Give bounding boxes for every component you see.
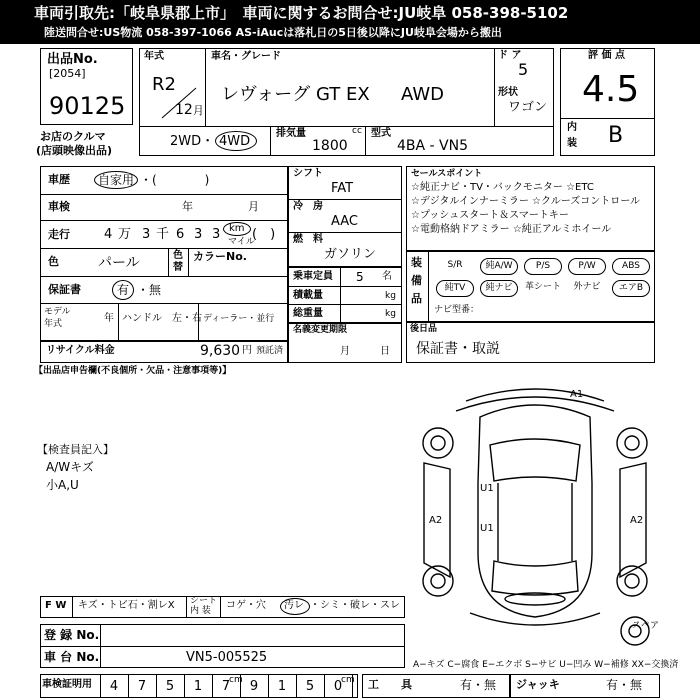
interior-label1: 内 <box>567 122 577 133</box>
spare-label: スペア <box>632 621 660 631</box>
equipment-item: 純ナビ <box>480 280 518 297</box>
load-label: 積載量 <box>293 290 323 301</box>
fw-text3: ・シミ・破レ・スレ <box>310 600 400 611</box>
recycle-value: 9,630 <box>200 343 241 359</box>
mileage-digit: 3 <box>212 227 221 242</box>
damage-u1-b: U1 <box>480 523 494 534</box>
certificate-divider <box>296 674 297 698</box>
cancel-month: 月 <box>340 346 350 357</box>
equipment-item: エアB <box>612 280 650 297</box>
shift-value: FAT <box>331 181 354 196</box>
fw-label: F W <box>45 600 67 611</box>
shape-value: ワゴン <box>508 100 548 115</box>
recycle-unit: 円 <box>242 345 252 356</box>
header-line2: 陸送問合せ:US物流 058-397-1066 AS-iAucは落札日の5日後以降にJU岐阜会場から搬出 <box>44 26 502 39</box>
mileage-unit2: マイル <box>228 237 255 247</box>
recycle-label: リサイクル料金 <box>46 345 115 356</box>
handle-option: ハンドル 左・右 <box>122 313 202 324</box>
inspector-line1: A/Wキズ <box>46 460 94 474</box>
interior-label2: 装 <box>567 138 577 149</box>
damage-u1-a: U1 <box>480 483 494 494</box>
certificate-cell: 1 <box>193 679 203 694</box>
certificate-divider <box>268 674 269 698</box>
modelyear-y: 年 <box>104 313 114 324</box>
inspection-year: 年 <box>182 200 193 213</box>
sales-point-3: ☆プッシュスタート＆スマートキー <box>411 210 569 221</box>
lot-note1: お店のクルマ <box>40 130 106 143</box>
score-value: 4.5 <box>582 69 640 110</box>
certificate-label: 車検証明用 <box>42 679 92 690</box>
seller-note-label: 【出品店申告欄(不良個所・欠品・注意事項等)】 <box>34 366 232 376</box>
lot-note2: (店頭映像出品) <box>36 144 113 157</box>
warranty-yes: 有 <box>117 283 130 297</box>
mileage-unit: km <box>229 223 245 234</box>
color-change2: 替 <box>173 262 183 273</box>
jack-options: 有・無 <box>606 678 643 692</box>
drive-selected: 4WD <box>219 134 251 149</box>
modelyear-label: モデル <box>44 307 71 317</box>
interior-value: B <box>608 123 624 148</box>
mileage-digit: 千 <box>156 227 170 242</box>
damage-a2-left: A2 <box>429 515 443 526</box>
certificate-divider <box>212 674 213 698</box>
cancel-day: 日 <box>380 346 390 357</box>
lot-box <box>40 48 133 125</box>
car-name: レヴォーグ GT EX <box>221 84 370 105</box>
certificate-cell: 7 <box>221 679 231 694</box>
chassis-value: VN5-005525 <box>186 650 268 665</box>
fw-text1: キズ・トビ石・割レX <box>78 600 175 611</box>
certificate-cell: 7 <box>137 679 147 694</box>
equipment-label-1: 装 <box>411 256 422 269</box>
jack-label: ジャッキ <box>516 678 560 691</box>
inspector-line2: 小A,U <box>46 478 79 492</box>
sales-point-2: ☆デジタルインナーミラー ☆クルーズコントロール <box>411 196 641 207</box>
certificate-cell: 9 <box>249 679 259 694</box>
tools-label: 工 具 <box>368 678 412 691</box>
tools-options: 有・無 <box>460 678 497 692</box>
mileage-digit: 万 <box>118 227 132 242</box>
car-label: 車名・グレード <box>211 51 281 62</box>
lot-code: [2054] <box>49 67 86 80</box>
drive-options: 2WD・ <box>170 134 215 149</box>
equipment-item: 外ナビ <box>573 282 601 292</box>
navi-model-label: ナビ型番： <box>434 305 480 315</box>
sales-point-label: セールスポイント <box>411 169 483 179</box>
score-label: 評 価 点 <box>588 50 625 61</box>
equipment-item: P/S <box>524 258 562 275</box>
door-value: 5 <box>518 60 529 79</box>
car-drive: AWD <box>401 84 444 105</box>
certificate-divider <box>156 674 157 698</box>
year-month: 12月 <box>175 102 204 118</box>
equipment-label-3: 品 <box>411 292 422 305</box>
mileage-digit: 3 <box>142 227 151 242</box>
inspection-label: 車検 <box>48 200 70 213</box>
shift-label: シフト <box>293 168 323 179</box>
equipment-item: P/W <box>568 258 606 275</box>
color-code-label: カラーNo. <box>193 250 247 263</box>
cc-label: 排気量 <box>276 128 306 139</box>
certificate-unit: cm <box>229 675 243 685</box>
certificate-divider <box>324 674 325 698</box>
sales-point-box <box>406 166 655 251</box>
equipment-item: 純A/W <box>480 258 518 275</box>
mileage-digit: 4 <box>104 227 113 242</box>
goods-value: 保証書・取説 <box>416 341 500 357</box>
capacity-label: 乗車定員 <box>293 271 333 282</box>
damage-a1: A1 <box>570 389 584 400</box>
load-unit: kg <box>385 291 396 301</box>
mileage-paren: ( ) <box>252 227 276 242</box>
history-rest: ・( ) <box>140 173 210 187</box>
capacity-value: 5 <box>356 270 364 284</box>
equipment-item: ABS <box>612 258 650 275</box>
certificate-divider <box>128 674 129 698</box>
warranty-no: ・無 <box>137 283 162 297</box>
car-damage-diagram <box>410 385 660 650</box>
damage-legend: A−キズ C−腐食 E−エクボ S−サビ U−凹み W−補修 XX−交換済 <box>413 660 679 670</box>
color-change1: 色 <box>173 250 183 261</box>
certificate-cell: 0 <box>333 679 343 694</box>
equipment-item: S/R <box>447 260 463 270</box>
certificate-cell: 5 <box>165 679 175 694</box>
certificate-divider <box>184 674 185 698</box>
equipment-item: 純TV <box>436 280 474 297</box>
lot-label: 出品No. <box>47 52 98 67</box>
sales-point-1: ☆純正ナビ・TV・バックモニター ☆ETC <box>411 182 594 193</box>
sales-point-4: ☆電動格納ドアミラー ☆純正アルミホイール <box>411 224 612 235</box>
certificate-unit: cm <box>341 675 355 685</box>
cc-unit: cc <box>352 126 362 136</box>
ac-value: AAC <box>331 214 358 229</box>
certificate-cell: 5 <box>305 679 315 694</box>
ac-label: 冷 房 <box>293 201 323 212</box>
mileage-digit: 3 <box>194 227 203 242</box>
dealer-option: ディーラー・並行 <box>203 314 275 324</box>
equipment-label-2: 備 <box>411 274 422 287</box>
fuel-label: 燃 料 <box>293 234 323 245</box>
weight-label: 総重量 <box>293 308 323 319</box>
damage-a2-right: A2 <box>630 515 644 526</box>
fw-seat2: 内 装 <box>190 606 211 616</box>
goods-label: 後日品 <box>410 324 438 334</box>
chassis-label: 車 台 No. <box>44 650 100 664</box>
certificate-cell: 4 <box>109 679 119 694</box>
fw-dirt: 汚レ <box>284 600 304 611</box>
warranty-label: 保証書 <box>48 283 81 296</box>
cancel-label: 名義変更期限 <box>293 325 348 335</box>
door-label: ド ア <box>498 50 522 61</box>
color-value: パール <box>98 255 140 271</box>
history-label: 車歴 <box>48 173 70 186</box>
year-era: R2 <box>152 74 176 95</box>
fuel-value: ガソリン <box>324 247 377 262</box>
color-label: 色 <box>48 255 59 268</box>
capacity-unit: 名 <box>382 271 392 282</box>
model-value: 4BA - VN5 <box>397 138 468 154</box>
lot-number: 90125 <box>49 92 126 120</box>
mileage-label: 走行 <box>48 228 70 241</box>
history-value: 自家用 <box>98 173 135 187</box>
weight-unit: kg <box>385 309 396 319</box>
modelyear-label2: 年式 <box>44 319 63 329</box>
fw-text2: コゲ・穴 <box>226 600 266 611</box>
mileage-digit: 6 <box>176 227 185 242</box>
shape-label: 形状 <box>498 87 518 98</box>
header-banner <box>0 0 700 44</box>
inspection-month: 月 <box>248 200 259 213</box>
inspector-label: 【検査員記入】 <box>37 443 114 456</box>
fw-seat1: シート <box>190 596 218 606</box>
recycle-note: 預託済 <box>256 346 284 356</box>
cc-value: 1800 <box>312 138 348 154</box>
model-label: 型式 <box>371 128 391 139</box>
year-label: 年式 <box>144 51 164 62</box>
certificate-cell: 1 <box>277 679 287 694</box>
reg-label: 登 録 No. <box>44 628 100 642</box>
header-line1: 車両引取先:「岐阜県郡上市」 車両に関するお問合せ:JU岐阜 058-398-5102 <box>34 4 569 22</box>
equipment-item: 革シート <box>524 282 561 292</box>
